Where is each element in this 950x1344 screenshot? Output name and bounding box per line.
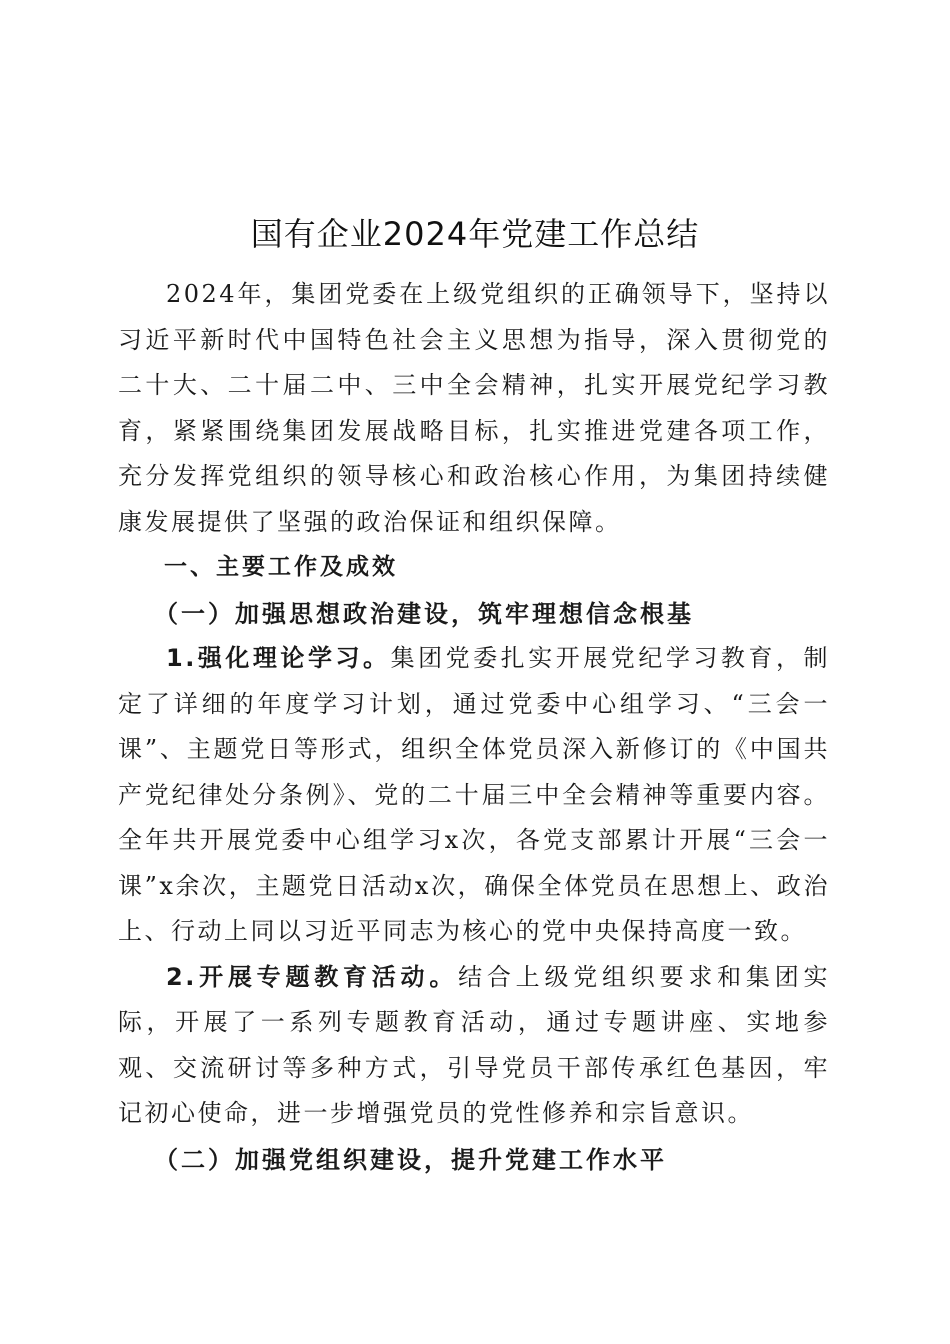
paragraph-theory-study: [118, 636, 830, 955]
paragraph-special-education: [118, 955, 830, 1137]
intro-paragraph: 2024年，集团党委在上级党组织的正确领导下，坚持以习近平新时代中国特色社会主义思想为指导，深入贯彻党的二十大、二十届二中、三中全会精神，扎实开展党纪学习教育，紧紧围绕集团发展战略目标，扎实推进党建各项工作，充分发挥党组织的领导核心和政治核心作用，为集团持续健康发展提供了坚强的政治保证和组织保障。: [118, 280, 830, 536]
section-heading-main-work: 一、主要工作及成效: [164, 554, 398, 580]
item-text-theory-study: 集团党委扎实开展党纪学习教育，制定了详细的年度学习计划，通过党委中心组学习、“三会一课”、主题党日等形式，组织全体党员深入新修订的《中国共产党纪律处分条例》、党的二十届三中全会精神等重要内容。全年共开展党委中心组学习x次，各党支部累计开展“三会一课”x余次，主题党日活动x次，确保全体党员在思想上、政治上、行动上同以习近平同志为核心的党中央保持高度一致。: [118, 644, 830, 945]
document-title: 国有企业2024年党建工作总结: [250, 215, 700, 253]
item-lead-special-education: 2.开展专题教育活动。: [166, 962, 459, 991]
item-lead-theory-study: 1.强化理论学习。: [166, 644, 391, 672]
subsection-heading-ideology: （一）加强思想政治建设，筑牢理想信念根基: [154, 598, 694, 628]
subsection-heading-organization: （二）加强党组织建设，提升党建工作水平: [154, 1144, 667, 1174]
item-text-special-education: 结合上级党组织要求和集团实际，开展了一系列专题教育活动，通过专题讲座、实地参观、交流研讨等多种方式，引导党员干部传承红色基因，牢记初心使命，进一步增强党员的党性修养和宗旨意识。: [118, 962, 830, 1127]
document-body: [118, 272, 830, 1182]
